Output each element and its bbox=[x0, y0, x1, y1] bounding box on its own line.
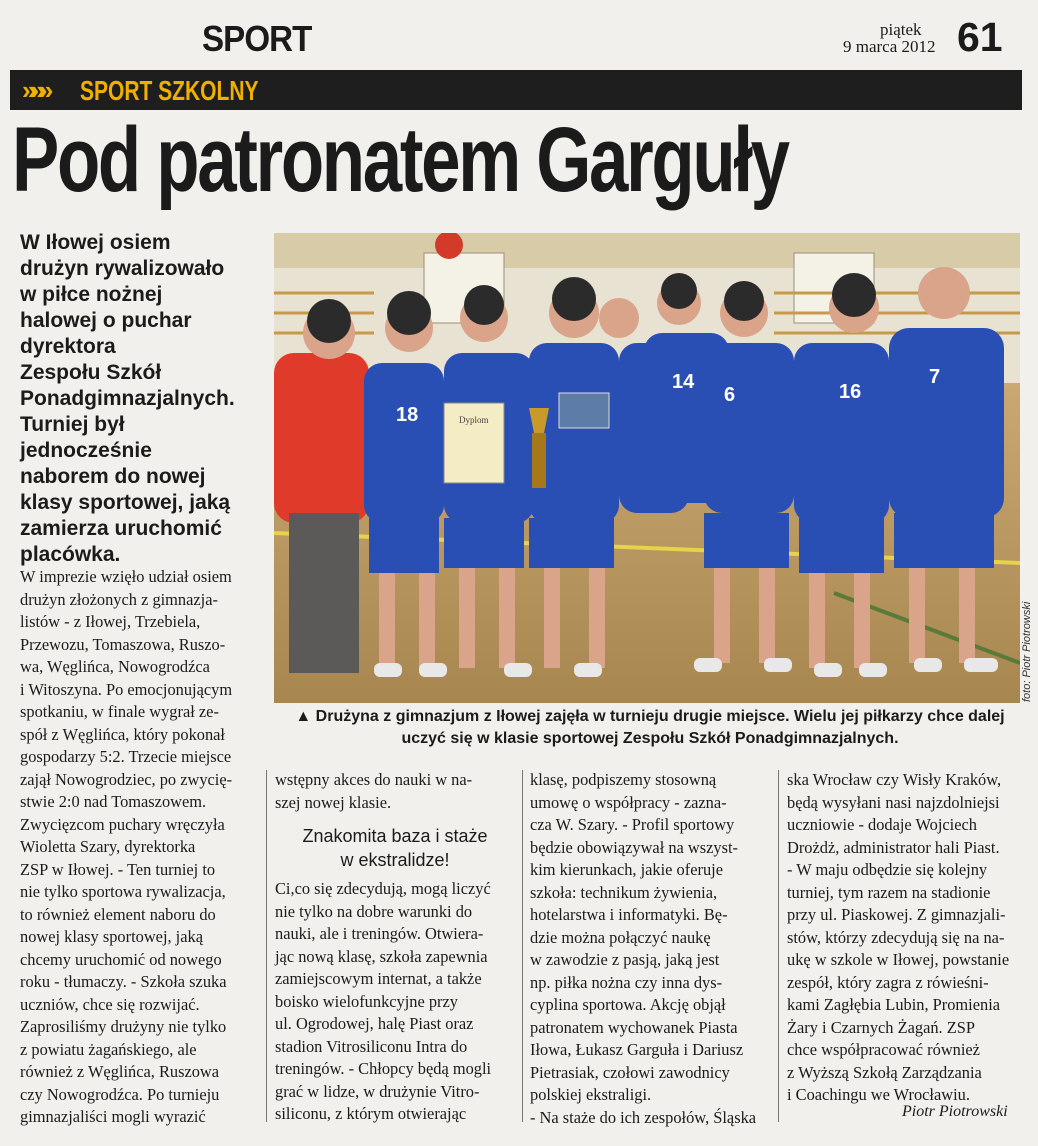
text-line: turniej, tym razem na stadionie bbox=[787, 882, 991, 902]
lead-line: dyrektora bbox=[20, 335, 116, 358]
text-line: Wioletta Szary, dyrektorka bbox=[20, 837, 196, 856]
lead-line: Ponadgimnazjalnych. bbox=[20, 387, 235, 410]
text-line: grać w lidze, w drużynie Vitro- bbox=[275, 1081, 480, 1101]
text-line: spół z Węglińca, który pokonał bbox=[20, 724, 225, 744]
text-line: nie tylko sportowa rywalizacja, bbox=[20, 882, 226, 901]
text-line: ZSP w Iłowej. - Ten turniej to bbox=[20, 859, 216, 879]
text-line: Iłowa, Łukasz Garguła i Dariusz bbox=[530, 1040, 744, 1059]
text-line: Zaprosiliśmy drużyny nie tylko bbox=[20, 1017, 227, 1036]
text-line: drużyn złożonych z gimnazja- bbox=[20, 589, 218, 609]
text-line: zajął Nowogrodziec, po zwycię- bbox=[20, 769, 233, 789]
text-line: stwie 2:0 nad Tomaszowem. bbox=[20, 792, 207, 811]
lead-line: drużyn rywalizowało bbox=[20, 257, 225, 280]
text-line: - W maju odbędzie się kolejny bbox=[787, 860, 988, 879]
text-line: Żary i Czarnych Żagań. ZSP bbox=[787, 1017, 975, 1037]
text-line: np. piłka nożna czy inna dys- bbox=[530, 972, 723, 992]
jersey-number-3: 14 bbox=[672, 371, 695, 393]
text-line: cyplina sportowa. Akcję objął bbox=[530, 995, 726, 1014]
text-line: Przewozu, Tomaszowa, Ruszo- bbox=[20, 634, 226, 654]
text-line: gospodarzy 5:2. Trzecie miejsce bbox=[20, 747, 232, 766]
text-line: kim kierunkach, jakie oferuje bbox=[530, 860, 723, 879]
text-line: czy Nowogrodźca. Po turnieju bbox=[20, 1084, 220, 1104]
text-line: polskiej ekstraligi. bbox=[530, 1085, 652, 1104]
text-line: zespół, który zagra z rówieśni- bbox=[787, 972, 989, 992]
text-line: stów, którzy zdecydują się na na- bbox=[787, 927, 1005, 947]
lead-paragraph bbox=[20, 230, 270, 568]
lead-line: placówka. bbox=[20, 543, 121, 566]
subheading-line-1: Znakomita baza i staże bbox=[302, 826, 488, 846]
caption-line-2: uczyć się w klasie sportowej Zespołu Szkół Ponadgimnazjalnych. bbox=[401, 730, 899, 747]
lead-line: W Iłowej osiem bbox=[20, 231, 171, 254]
author-signature: Piotr Piotrowski bbox=[902, 1103, 1008, 1120]
diploma-text: Dyplom bbox=[459, 415, 489, 425]
page-number: 61 bbox=[957, 14, 1003, 60]
column-2 bbox=[275, 769, 515, 1126]
lead-line: Turniej był bbox=[20, 413, 125, 436]
team-photo bbox=[274, 233, 1020, 703]
lead-line: klasy sportowej, jaką bbox=[20, 491, 231, 514]
text-line: chcemy uruchomić od nowego bbox=[20, 949, 222, 969]
text-line: i Coachingu we Wrocławiu. bbox=[787, 1085, 970, 1104]
text-line: Ci,co się zdecydują, mogą liczyć bbox=[275, 879, 491, 898]
text-line: wa, Węglińca, Nowogrodźca bbox=[20, 657, 210, 676]
text-line: szej nowej klasie. bbox=[275, 792, 392, 812]
rubric-bar bbox=[10, 70, 1022, 110]
photo-caption bbox=[280, 706, 1020, 750]
lead-line: halowej o puchar bbox=[20, 309, 192, 332]
text-line: jąc nową klasę, szkoła zapewnia bbox=[275, 946, 488, 966]
column-divider bbox=[778, 770, 779, 1122]
text-line: Pietrasiak, czołowi zawodnicy bbox=[530, 1062, 730, 1082]
text-line: również z Węglińca, Ruszowa bbox=[20, 1062, 220, 1081]
issue-date: 9 marca 2012 bbox=[843, 37, 936, 56]
text-line: przy ul. Piaskowej. Z gimnazjali- bbox=[787, 905, 1006, 924]
team-photo-image bbox=[274, 233, 1020, 703]
jersey-number-4: 6 bbox=[724, 384, 736, 406]
jersey-number-1: 18 bbox=[396, 404, 419, 426]
text-line: dzie można połączyć naukę bbox=[530, 927, 711, 947]
column-divider bbox=[522, 770, 523, 1122]
photo-credit: foto: Piotr Piotrowski bbox=[1021, 601, 1033, 702]
column-3 bbox=[530, 769, 772, 1129]
subheading bbox=[275, 824, 515, 872]
text-line: Drożdż, administrator hali Piast. bbox=[787, 837, 1000, 857]
text-line: wstępny akces do nauki w na- bbox=[275, 770, 473, 789]
text-line: cza W. Szary. - Profil sportowy bbox=[530, 815, 735, 834]
text-line: będzie obowiązywał na wszyst- bbox=[530, 837, 738, 857]
text-line: spotkaniu, w finale wygrał ze- bbox=[20, 702, 219, 721]
text-line: szkoła: technikum żywienia, bbox=[530, 882, 718, 902]
lead-line: naborem do nowej bbox=[20, 465, 206, 488]
caption-marker-icon: ▲ bbox=[295, 708, 312, 725]
headline: Pod patronatem Garguły bbox=[12, 109, 788, 211]
text-line: umowę o współpracy - zazna- bbox=[530, 792, 727, 812]
section-title: SPORT bbox=[202, 18, 312, 59]
column-divider bbox=[266, 770, 267, 1122]
text-line: kami Zagłębia Lubin, Promienia bbox=[787, 995, 1001, 1014]
text-line: ska Wrocław czy Wisły Kraków, bbox=[787, 770, 1002, 789]
text-line: i Witoszyna. Po emocjonującym bbox=[20, 679, 233, 699]
text-line: chce współpracować również bbox=[787, 1040, 980, 1059]
text-line: - Na staże do ich zespołów, Śląska bbox=[530, 1107, 757, 1127]
text-line: hotelarstwa i informatyki. Bę- bbox=[530, 905, 728, 924]
text-line: stadion Vitrosiliconu Intra do bbox=[275, 1036, 468, 1056]
text-line: nowej klasy sportowej, jaką bbox=[20, 927, 203, 946]
rubric-arrows-icon: »»» bbox=[22, 75, 48, 105]
issue-day: piątek bbox=[880, 20, 922, 39]
text-line: roku - tłumaczy. - Szkoła szuka bbox=[20, 972, 227, 991]
caption-line-1: Drużyna z gimnazjum z Iłowej zajęła w turnieju drugie miejsce. Wielu jej piłkarzy chce dalej bbox=[315, 708, 1005, 725]
lead-line: Zespołu Szkół bbox=[20, 361, 162, 384]
text-line: to również element naboru do bbox=[20, 904, 216, 924]
text-line: zamiejscowym internat, a także bbox=[275, 969, 482, 988]
text-line: boisko wielofunkcyjne przy bbox=[275, 991, 458, 1011]
column-4 bbox=[787, 769, 1029, 1107]
text-line: siliconu, z którym otwierając bbox=[275, 1104, 467, 1123]
text-line: listów - z Iłowej, Trzebiela, bbox=[20, 612, 201, 631]
text-line: Zwycięzcom puchary wręczyła bbox=[20, 814, 225, 834]
text-line: z powiatu żagańskiego, ale bbox=[20, 1039, 197, 1059]
text-line: będą wysyłani nasi najzdolniejsi bbox=[787, 792, 1000, 812]
jersey-number-5: 16 bbox=[839, 381, 862, 403]
text-line: w zawodzie z pasją, jaką jest bbox=[530, 950, 720, 969]
text-line: ul. Ogrodowej, halę Piast oraz bbox=[275, 1014, 474, 1033]
text-line: nauki, ale i treningów. Otwiera- bbox=[275, 924, 484, 943]
text-line: gimnazjaliści mogli wyrazić bbox=[20, 1107, 206, 1126]
text-line: ukę w szkole w Iłowej, powstanie bbox=[787, 950, 1010, 969]
jersey-number-6: 7 bbox=[929, 366, 941, 388]
text-line: patronatem wychowanek Piasta bbox=[530, 1017, 738, 1037]
text-line: uczniowie - dodaje Wojciech bbox=[787, 815, 977, 834]
rubric-label: SPORT SZKOLNY bbox=[80, 75, 259, 106]
lead-line: jednocześnie bbox=[20, 439, 152, 462]
text-line: uczniów, chce się rozwijać. bbox=[20, 994, 200, 1014]
text-line: klasę, podpiszemy stosowną bbox=[530, 770, 717, 789]
lead-line: zamierza uruchomić bbox=[20, 517, 222, 540]
text-line: z Wyższą Szkołą Zarządzania bbox=[787, 1062, 982, 1082]
text-line: W imprezie wzięło udział osiem bbox=[20, 567, 232, 586]
subheading-line-2: w ekstralidze! bbox=[340, 850, 450, 870]
text-line: treningów. - Chłopcy będą mogli bbox=[275, 1059, 492, 1078]
column-1 bbox=[20, 566, 262, 1129]
text-line: nie tylko na dobre warunki do bbox=[275, 901, 473, 921]
lead-line: w piłce nożnej bbox=[20, 283, 163, 306]
